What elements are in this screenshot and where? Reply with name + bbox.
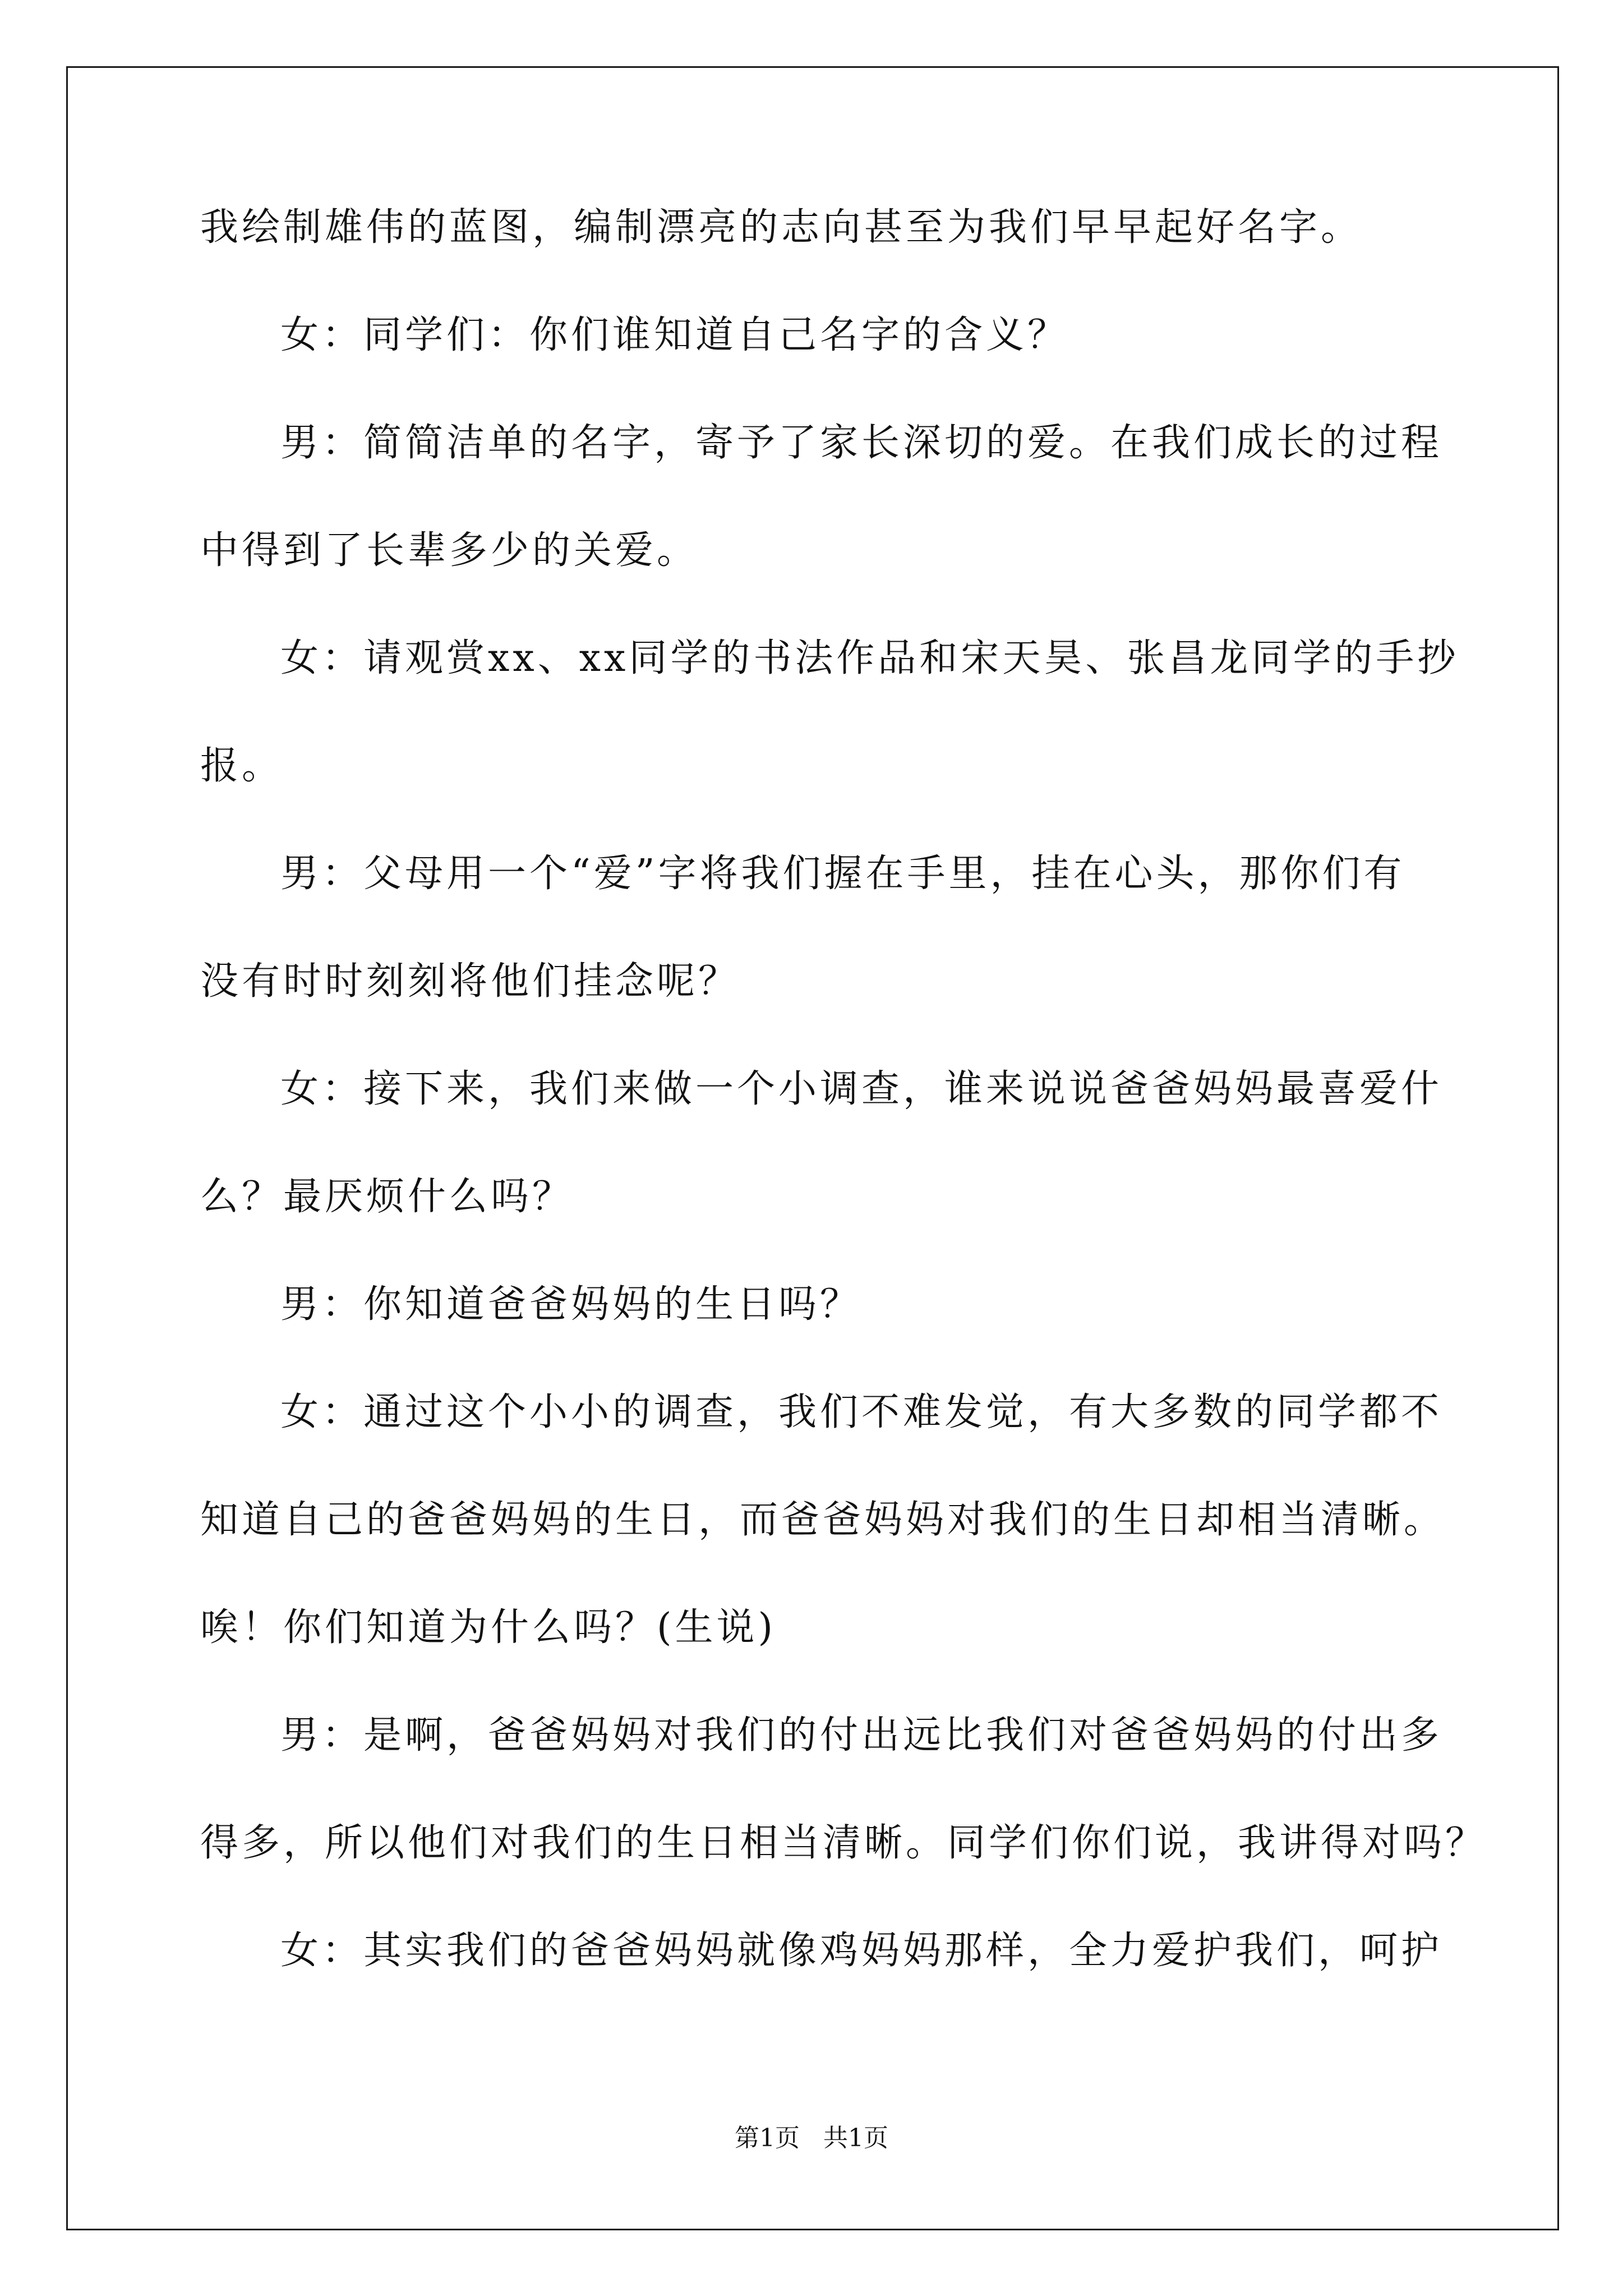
text-line: 女：通过这个小小的调查，我们不难发觉，有大多数的同学都不: [280, 1390, 1443, 1434]
text-line: 知道自己的爸爸妈妈的生日，而爸爸妈妈对我们的生日却相当清晰。: [200, 1498, 1446, 1542]
text-line: 男：你知道爸爸妈妈的生日吗？: [280, 1282, 862, 1327]
text-line: 女：接下来，我们来做一个小调查，谁来说说爸爸妈妈最喜爱什: [280, 1067, 1443, 1111]
text-line: 唉！你们知道为什么吗？(生说): [200, 1605, 777, 1650]
text-line: 没有时时刻刻将他们挂念呢？: [200, 959, 740, 1004]
text-line: 女：同学们：你们谁知道自己名字的含义？: [280, 313, 1069, 357]
text-line: 男：简简洁单的名字，寄予了家长深切的爱。在我们成长的过程: [280, 421, 1443, 465]
text-line: 男：父母用一个“爱”字将我们握在手里，挂在心头，那你们有: [280, 852, 1405, 896]
text-line: 女：其实我们的爸爸妈妈就像鸡妈妈那样，全力爱护我们，呵护: [280, 1929, 1443, 1973]
text-line: 得多，所以他们对我们的生日相当清晰。同学们你们说，我讲得对吗？: [200, 1821, 1487, 1865]
text-line: 么？最厌烦什么吗？: [200, 1175, 574, 1219]
text-line: 男：是啊，爸爸妈妈对我们的付出远比我们对爸爸妈妈的付出多: [280, 1713, 1443, 1757]
text-line: 女：请观赏xx、xx同学的书法作品和宋天昊、张昌龙同学的手抄: [280, 636, 1459, 680]
text-line: 我绘制雄伟的蓝图，编制漂亮的志向甚至为我们早早起好名字。: [200, 205, 1363, 250]
page-number-footer: 第1页 共1页: [735, 2124, 888, 2152]
page-border: [66, 66, 1559, 2230]
text-line: 中得到了长辈多少的关爱。: [200, 528, 699, 573]
text-line: 报。: [200, 744, 284, 788]
